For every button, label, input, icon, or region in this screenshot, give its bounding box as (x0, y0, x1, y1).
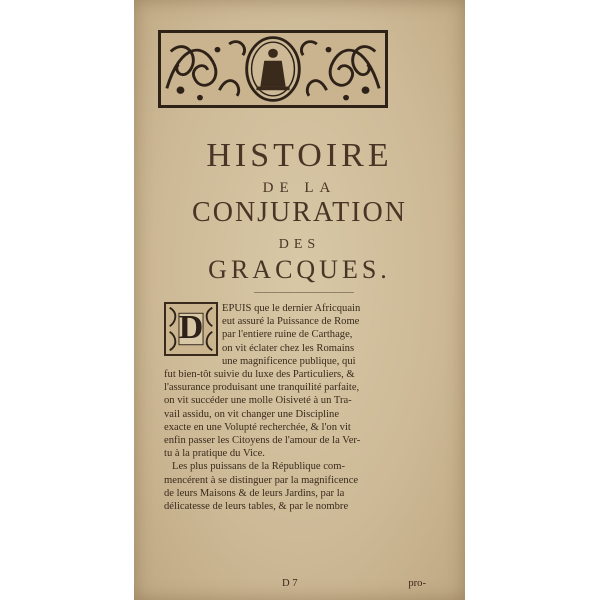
body-line: eut assuré la Puissance de Rome (222, 316, 360, 328)
body-line: vail assidu, on vit changer une Discipline (164, 408, 340, 420)
title-line-de-la: DE LA (262, 180, 337, 196)
drop-cap-letter: D (178, 309, 204, 346)
signature-mark: D 7 (282, 578, 298, 589)
body-line: exacte en une Volupté recherchée, & l'on vit (164, 421, 351, 433)
body-text (164, 302, 426, 513)
body-line: de leurs Maisons & de leurs Jardins, par la (164, 487, 345, 499)
body-line: on vit succéder une molle Oisiveté à un Tra- (164, 395, 352, 407)
catchword: pro- (408, 578, 426, 589)
body-line: par l'entiere ruine de Carthage, (222, 329, 353, 341)
body-line: Les plus puissans de la République com- (172, 461, 346, 473)
headpiece-icon (161, 33, 385, 105)
body-line: tu à la pratique du Vice. (164, 448, 265, 460)
page-footer (164, 578, 426, 592)
body-line: mencérent à se distinguer par la magnificence (164, 474, 359, 486)
ornamental-headpiece (158, 30, 388, 108)
body-line: une magnificence publique, qui (222, 355, 356, 367)
body-line: fut bien-tôt suivie du luxe des Particuliers, & (164, 369, 355, 381)
title-rule (254, 292, 354, 293)
body-line: on vit éclater chez les Romains (222, 342, 355, 354)
title-line-histoire: HISTOIRE (206, 137, 393, 174)
title-line-des: DES (278, 237, 321, 252)
title-line-conjuration: CONJURATION (192, 197, 407, 228)
title-line-gracques: GRACQUES. (208, 255, 391, 284)
body-line: EPUIS que le dernier Africquain (222, 303, 361, 314)
body-line: l'assurance produisant une tranquilité parfaite, (164, 382, 360, 394)
book-page (134, 0, 465, 600)
body-line: délicatesse de leurs tables, & par le nombre (164, 501, 349, 513)
body-line: enfin passer les Citoyens de l'amour de la Ver- (164, 435, 361, 447)
